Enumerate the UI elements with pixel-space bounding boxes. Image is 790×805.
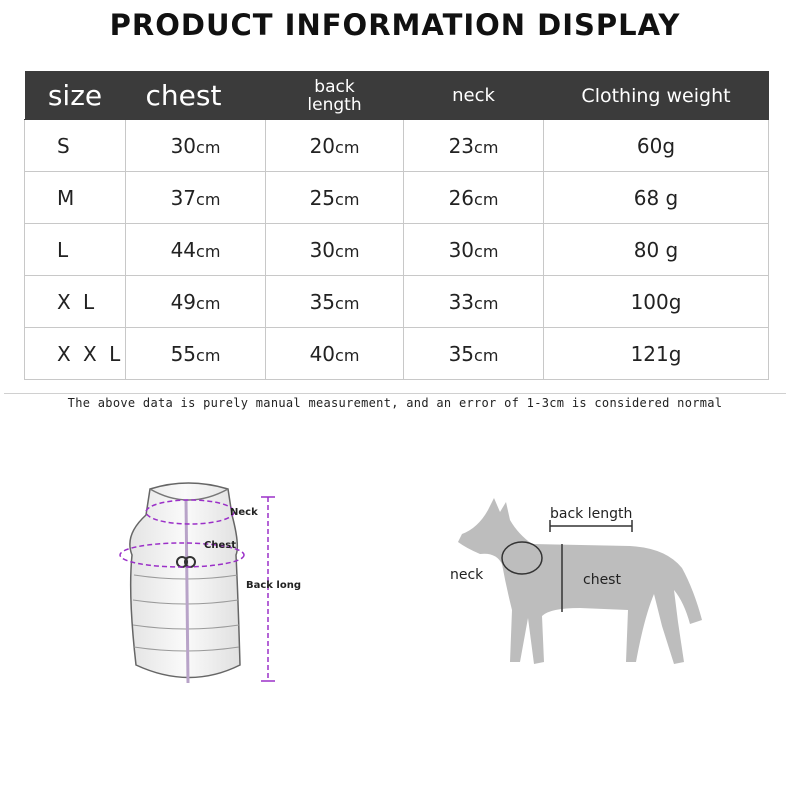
cell-size-value: L (57, 237, 72, 262)
cell-neck-value: 30 (448, 237, 475, 262)
header-back-length (266, 72, 404, 120)
cell-size (25, 276, 126, 328)
cell-size-value: S (57, 133, 73, 158)
cell-neck-value: 33 (448, 289, 475, 314)
table-row (25, 120, 769, 172)
dog-back-label: back length (550, 506, 633, 522)
unit-label: cm (474, 293, 499, 313)
header-back-line1: back (314, 76, 355, 97)
unit-label: cm (196, 189, 221, 209)
vest-diagram (110, 475, 330, 700)
header-neck: neck (404, 72, 544, 120)
cell-weight (544, 224, 769, 276)
cell-neck-value: 35 (448, 341, 475, 366)
vest-neck-label: Neck (230, 507, 258, 518)
unit-label: cm (335, 241, 360, 261)
table-body (25, 120, 769, 380)
unit-label: cm (196, 137, 221, 157)
measurement-note: The above data is purely manual measurement, and an error of 1-3cm is considered normal (67, 396, 723, 410)
header-size: size (25, 72, 126, 120)
cell-chest (126, 276, 266, 328)
cell-back-length (266, 224, 404, 276)
cell-neck (404, 224, 544, 276)
cell-back-length-value: 35 (309, 289, 336, 314)
cell-neck (404, 328, 544, 380)
cell-size (25, 120, 126, 172)
cell-size (25, 172, 126, 224)
dog-diagram (440, 490, 710, 675)
cell-neck (404, 276, 544, 328)
cell-back-length (266, 172, 404, 224)
table-row (25, 172, 769, 224)
cell-weight (544, 328, 769, 380)
cell-chest (126, 172, 266, 224)
unit-label: cm (196, 345, 221, 365)
table-row (25, 328, 769, 380)
unit-label: cm (196, 293, 221, 313)
cell-chest (126, 120, 266, 172)
cell-back-length (266, 276, 404, 328)
cell-chest-value: 44 (170, 237, 197, 262)
cell-neck-value: 26 (448, 185, 475, 210)
dog-chest-label: chest (583, 572, 621, 588)
unit-label: cm (335, 293, 360, 313)
cell-back-length (266, 120, 404, 172)
cell-weight-value: 100g (630, 289, 682, 314)
unit-label: cm (474, 137, 499, 157)
cell-chest-value: 49 (170, 289, 197, 314)
cell-weight-value: 60g (636, 133, 676, 158)
table-row (25, 224, 769, 276)
header-back-line2: length (307, 94, 362, 115)
cell-size (25, 328, 126, 380)
size-chart-table (24, 71, 769, 380)
cell-neck-value: 23 (448, 133, 475, 158)
header-chest: chest (126, 72, 266, 120)
cell-weight (544, 172, 769, 224)
header-clothing-weight: Clothing weight (544, 72, 769, 120)
cell-chest-value: 55 (170, 341, 197, 366)
cell-back-length-value: 25 (309, 185, 336, 210)
cell-weight-value: 68 g (633, 185, 679, 210)
cell-back-length-value: 40 (309, 341, 336, 366)
unit-label: cm (474, 345, 499, 365)
cell-weight-value: 121g (630, 341, 682, 366)
dog-silhouette (458, 498, 702, 664)
unit-label: cm (335, 189, 360, 209)
cell-neck (404, 172, 544, 224)
cell-chest (126, 224, 266, 276)
table-row (25, 276, 769, 328)
cell-size-value: M (57, 185, 78, 210)
unit-label: cm (335, 345, 360, 365)
vest-back-label: Back long (246, 580, 302, 591)
vest-chest-label: Chest (204, 540, 236, 551)
table-header-row (25, 72, 769, 120)
cell-chest-value: 30 (170, 133, 197, 158)
cell-back-length-value: 20 (309, 133, 336, 158)
cell-size-value: X L (57, 289, 98, 314)
cell-back-length-value: 30 (309, 237, 336, 262)
cell-back-length (266, 328, 404, 380)
unit-label: cm (474, 189, 499, 209)
cell-weight-value: 80 g (633, 237, 679, 262)
cell-weight (544, 276, 769, 328)
page-title: PRODUCT INFORMATION DISPLAY (109, 8, 681, 42)
unit-label: cm (474, 241, 499, 261)
cell-weight (544, 120, 769, 172)
vest-zipper (186, 499, 188, 683)
cell-size (25, 224, 126, 276)
cell-size-value: X X L (57, 341, 124, 366)
cell-neck (404, 120, 544, 172)
cell-chest (126, 328, 266, 380)
unit-label: cm (335, 137, 360, 157)
cell-chest-value: 37 (170, 185, 197, 210)
dog-neck-label: neck (450, 567, 484, 583)
divider (4, 393, 786, 394)
unit-label: cm (196, 241, 221, 261)
